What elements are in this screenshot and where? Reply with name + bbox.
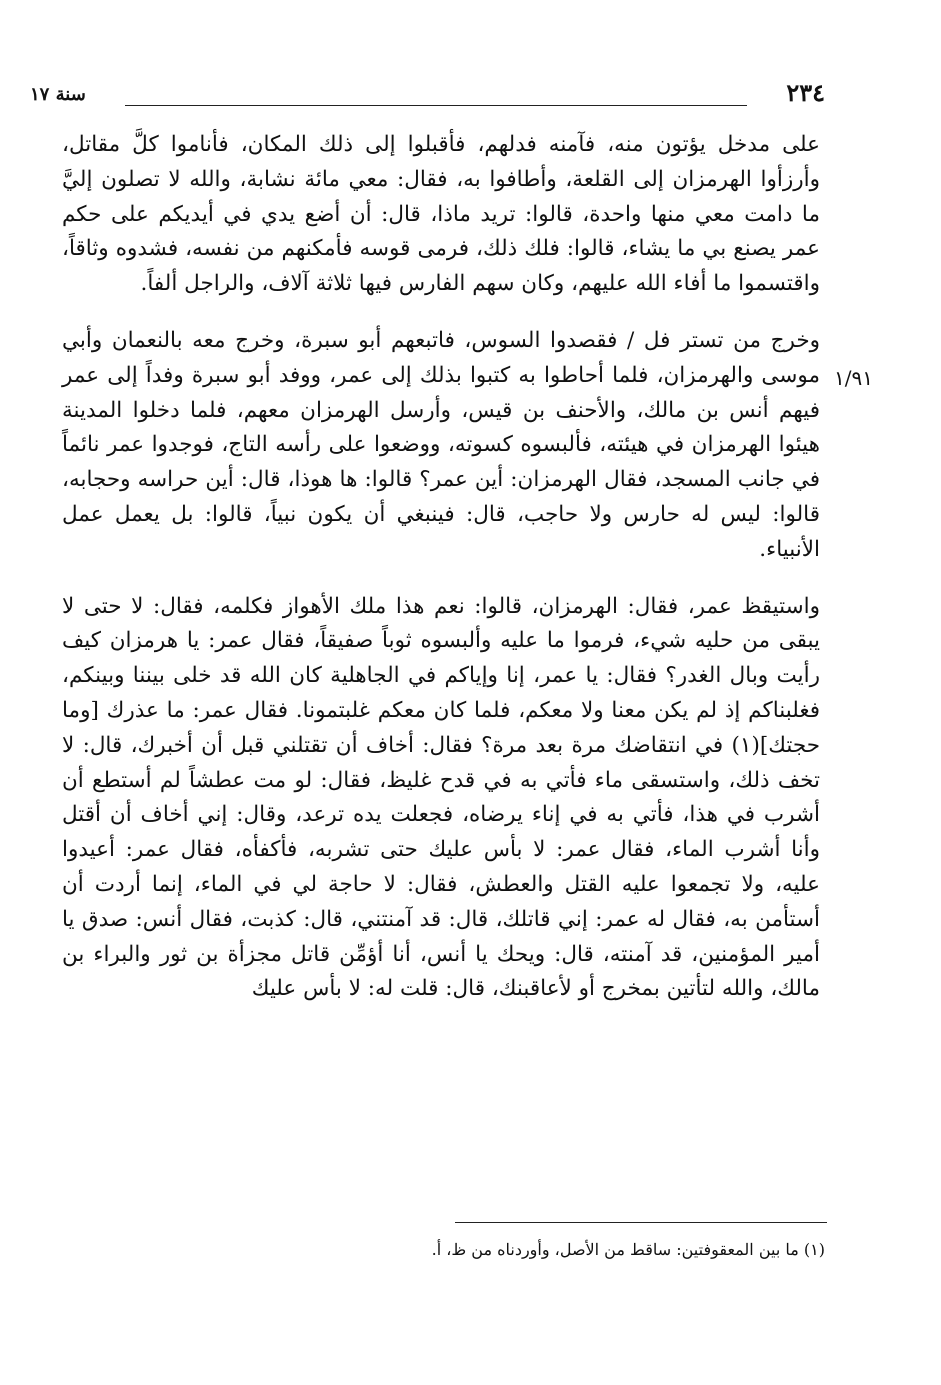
manuscript-folio-note: ١/٩١ — [834, 366, 873, 390]
paragraph: وخرج من تستر فل / فقصدوا السوس، فاتبعهم أبو سبرة، وخرج معه بالنعمان وأبي موسى والهرمزان، فلما أحاطوا به كتبوا بذلك إلى عمر، ووفد أبو سبرة وفداً إلى عمر فيهم أنس بن مالك، والأحنف بن قيس، وأرسل الهرمزان معهم، فلما دخلوا المدينة هيئوا الهرمزان في هيئته، فألبسوه كسوته، ووضعوا على رأسه التاج، فوجدوا عمر نائماً في جانب المسجد، فقال الهرمزان: أين عمر؟ قالوا: ها هوذا، قال: أين حراسه وحجابه، قالوا: ليس له حارس ولا حاجب، قال: فينبغي أن يكون نبياً، قالوا: بل يعمل عمل الأنبياء. — [62, 327, 820, 562]
footnote: (١) ما بين المعقوفتين: ساقط من الأصل، وأوردناه من ظ، أ. — [431, 1240, 825, 1259]
paragraph: واستيقظ عمر، فقال: الهرمزان، قالوا: نعم هذا ملك الأهواز فكلمه، فقال: لا حتى لا يبقى من حليه شيء، فرموا ما عليه وألبسوه ثوباً صفيقاً، فقال عمر: يا هرمزان كيف رأيت وبال الغدر؟ فقال: يا عمر، إنا وإياكم في الجاهلية كان الله قد خلى بيننا وبينكم، فغلبناكم إذ لم يكن معنا ولا معكم، فلما كان معكم غلبتمونا. فقال عمر: ما عذرك [وما حجتك](١) في انتقاضك مرة بعد مرة؟ فقال: أخاف أن تقتلني قبل أن أخبرك، قال: لا تخف ذلك، واستسقى ماء فأتي به في قدح غليظ، فقال: لو مت عطشاً لم أستطع أن أشرب في هذا، فأتي به في إناء يرضاه، فجعلت يده ترعد، وقال: إني أخاف أن أقتل وأنا أشرب الماء، فقال عمر: لا بأس عليك حتى تشربه، فأكفأه، فقال عمر: أعيدوا عليه، ولا تجمعوا عليه القتل والعطش، فقال: لا حاجة لي في الماء، إنما أردت أن أستأمن به، فقال له عمر: إني قاتلك، قال: قد آمنتني، قال: كذبت، فقال أنس: صدق يا أمير المؤمنين، قد آمنته، قال: ويحك يا أنس، أنا أؤمِّن قاتل مجزأة بن ثور والبراء بن مالك، والله لتأتين بمخرج أو لأعاقبنك، قال: قلت له: لا بأس عليك — [62, 593, 820, 1002]
footnote-separator — [455, 1222, 827, 1223]
page-header — [30, 78, 825, 114]
running-head-year: سنة ١٧ — [30, 84, 86, 105]
header-rule — [125, 105, 747, 106]
main-text — [62, 128, 820, 1029]
paragraph: على مدخل يؤتون منه، فآمنه فدلهم، فأقبلوا إلى ذلك المكان، فأناموا كلَّ مقاتل، وأرزأوا الهرمزان إلى القلعة، وأطافوا به، فقال: معي مائة نشابة، والله لا تصلون إليَّ ما دامت معي منها واحدة، قالوا: تريد ماذا، قال: أن أضع يدي في أيديكم على حكم عمر يصنع بي ما يشاء، قالوا: فلك ذلك، فرمى قوسه فأمكنهم من نفسه، فشدوه وثاقاً، واقتسموا ما أفاء الله عليهم، وكان سهم الفارس فيها ثلاثة آلاف، والراجل ألفاً. — [62, 132, 820, 297]
page-number: ٢٣٤ — [786, 78, 825, 107]
